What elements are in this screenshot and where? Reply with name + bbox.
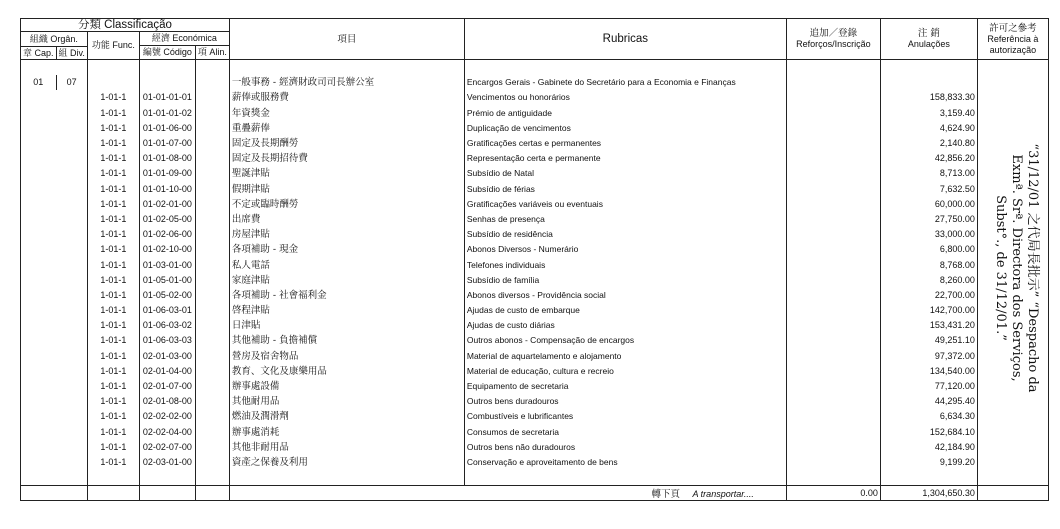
organica-cell [21, 136, 88, 151]
item-name-zh: 教育、文化及康樂用品 [229, 364, 464, 379]
reference-pt: Referência à autorização [987, 33, 1039, 55]
organica-cell [21, 257, 88, 272]
func-code: 1-01-1 [87, 90, 139, 105]
organica-cell [21, 303, 88, 318]
item-name-zh: 薪俸或服務費 [229, 90, 464, 105]
economic-code: 01-01-06-00 [139, 121, 195, 136]
item-name-zh: 其他補助 - 負擔補償 [229, 333, 464, 348]
economic-code: 02-03-01-00 [139, 455, 195, 470]
economic-code: 01-02-06-00 [139, 227, 195, 242]
reference-header [977, 19, 1048, 60]
func-code: 1-01-1 [87, 227, 139, 242]
organica-cell [21, 273, 88, 288]
carry-forward-label [229, 486, 786, 501]
budget-row [21, 121, 1049, 136]
section-name-pt: Encargos Gerais - Gabinete do Secretário para a Economia e Finanças [464, 75, 786, 90]
organica-cell [21, 409, 88, 424]
section-name-zh: 一般事務 - 經濟財政司司長辦公室 [229, 75, 464, 90]
budget-row [21, 227, 1049, 242]
classification-header: 分類 Classificação [21, 19, 230, 32]
economic-code: 02-02-04-00 [139, 425, 195, 440]
reforcos-cell [786, 121, 880, 136]
func-code: 1-01-1 [87, 106, 139, 121]
item-name-zh: 辦事處設備 [229, 379, 464, 394]
organica-cell [21, 379, 88, 394]
economic-code: 02-01-04-00 [139, 364, 195, 379]
item-name-zh: 假期津貼 [229, 182, 464, 197]
item-name-zh: 固定及長期酬勞 [229, 136, 464, 151]
budget-row [21, 349, 1049, 364]
alin-cell [195, 182, 229, 197]
func-code: 1-01-1 [87, 333, 139, 348]
item-name-pt: Prémio de antiguidade [464, 106, 786, 121]
alin-cell [195, 121, 229, 136]
reforcos-cell [786, 333, 880, 348]
func-code: 1-01-1 [87, 121, 139, 136]
budget-row [21, 182, 1049, 197]
func-code: 1-01-1 [87, 273, 139, 288]
alin-cell [195, 425, 229, 440]
func-code: 1-01-1 [87, 242, 139, 257]
item-name-pt: Subsídio de família [464, 273, 786, 288]
authorization-reference [986, 143, 1046, 408]
reforcos-cell [786, 106, 880, 121]
anulacoes-zh: 注 銷 [917, 28, 940, 39]
alin-cell [195, 379, 229, 394]
alin-cell [195, 409, 229, 424]
alin-cell [195, 212, 229, 227]
funcional-header: 功能 Func. [87, 32, 139, 60]
func-code: 1-01-1 [87, 364, 139, 379]
budget-row [21, 394, 1049, 409]
economic-code: 02-01-07-00 [139, 379, 195, 394]
reforcos-cell [786, 166, 880, 181]
func-code: 1-01-1 [87, 409, 139, 424]
alin-cell [195, 303, 229, 318]
economic-code: 01-01-01-02 [139, 106, 195, 121]
budget-row [21, 136, 1049, 151]
anulacoes-amount: 6,634.30 [880, 409, 977, 424]
organica-cell [21, 318, 88, 333]
item-name-pt: Senhas de presença [464, 212, 786, 227]
reforcos-cell [786, 197, 880, 212]
item-name-pt: Telefones individuais [464, 257, 786, 272]
func-code: 1-01-1 [87, 318, 139, 333]
budget-row [21, 425, 1049, 440]
reforcos-cell [786, 364, 880, 379]
items-zh-header: 項目 [229, 19, 464, 60]
reforcos-cell [786, 455, 880, 470]
func-code: 1-01-1 [87, 349, 139, 364]
budget-row [21, 440, 1049, 455]
anulacoes-pt: Anulações [907, 39, 950, 49]
anulacoes-amount: 27,750.00 [880, 212, 977, 227]
organica-cell [21, 197, 88, 212]
budget-row [21, 257, 1049, 272]
reference-zh: 許可之參考 [989, 22, 1037, 34]
item-name-pt: Conservação e aproveitamento de bens [464, 455, 786, 470]
reforcos-total: 0.00 [786, 486, 880, 501]
anulacoes-amount: 60,000.00 [880, 197, 977, 212]
func-code: 1-01-1 [87, 455, 139, 470]
budget-row [21, 90, 1049, 105]
organica-cell [21, 425, 88, 440]
func-code: 1-01-1 [87, 212, 139, 227]
item-name-pt: Gratificações certas e permanentes [464, 136, 786, 151]
alin-cell [195, 364, 229, 379]
item-name-zh: 其他耐用品 [229, 394, 464, 409]
reforcos-cell [786, 182, 880, 197]
item-name-zh: 家庭津貼 [229, 273, 464, 288]
alin-cell [195, 197, 229, 212]
alin-cell [195, 227, 229, 242]
item-name-pt: Outros bens não duradouros [464, 440, 786, 455]
budget-row [21, 273, 1049, 288]
item-name-pt: Subsídio de residência [464, 227, 786, 242]
reforcos-cell [786, 136, 880, 151]
func-code: 1-01-1 [87, 303, 139, 318]
section-div: 07 [56, 75, 87, 90]
anulacoes-amount: 2,140.80 [880, 136, 977, 151]
item-name-pt: Ajudas de custo de embarque [464, 303, 786, 318]
item-name-pt: Abonos Diversos - Numerário [464, 242, 786, 257]
economic-code: 01-02-01-00 [139, 197, 195, 212]
budget-row [21, 212, 1049, 227]
anulacoes-amount: 8,713.00 [880, 166, 977, 181]
budget-row [21, 455, 1049, 470]
item-name-pt: Combustíveis e lubrificantes [464, 409, 786, 424]
alin-cell [195, 136, 229, 151]
economic-code: 01-05-02-00 [139, 288, 195, 303]
func-code: 1-01-1 [87, 394, 139, 409]
func-code: 1-01-1 [87, 257, 139, 272]
alin-header: 項 Alin. [195, 46, 229, 60]
reforcos-cell [786, 227, 880, 242]
alin-cell [195, 394, 229, 409]
anulacoes-amount: 42,184.90 [880, 440, 977, 455]
organica-cell [21, 166, 88, 181]
organica-cell [21, 227, 88, 242]
cap-header: 章 Cap. [21, 47, 57, 60]
reforcos-cell [786, 349, 880, 364]
alin-cell [195, 242, 229, 257]
func-code: 1-01-1 [87, 425, 139, 440]
reforcos-cell [786, 409, 880, 424]
item-name-pt: Ajudas de custo diárias [464, 318, 786, 333]
item-name-zh: 啓程津貼 [229, 303, 464, 318]
economic-code: 01-01-08-00 [139, 151, 195, 166]
alin-cell [195, 288, 229, 303]
item-name-zh: 固定及長期招待費 [229, 151, 464, 166]
alin-cell [195, 90, 229, 105]
organica-cell [21, 333, 88, 348]
reforcos-cell [786, 425, 880, 440]
item-name-zh: 不定或臨時酬勞 [229, 197, 464, 212]
organica-cell [21, 106, 88, 121]
budget-row [21, 379, 1049, 394]
economic-code: 01-01-10-00 [139, 182, 195, 197]
item-name-pt: Representação certa e permanente [464, 151, 786, 166]
func-code: 1-01-1 [87, 136, 139, 151]
item-name-zh: 出席費 [229, 212, 464, 227]
economic-code: 01-06-03-02 [139, 318, 195, 333]
budget-row [21, 364, 1049, 379]
reforcos-cell [786, 379, 880, 394]
organica-cell [21, 212, 88, 227]
anulacoes-amount: 7,632.50 [880, 182, 977, 197]
anulacoes-amount: 44,295.40 [880, 394, 977, 409]
economic-code: 01-02-10-00 [139, 242, 195, 257]
item-name-pt: Outros abonos - Compensação de encargos [464, 333, 786, 348]
anulacoes-amount: 22,700.00 [880, 288, 977, 303]
item-name-pt: Vencimentos ou honorários [464, 90, 786, 105]
item-name-pt: Material de aquartelamento e alojamento [464, 349, 786, 364]
organica-header: 組織 Orgân. [21, 32, 88, 47]
alin-cell [195, 273, 229, 288]
item-name-pt: Equipamento de secretaria [464, 379, 786, 394]
alin-cell [195, 440, 229, 455]
item-name-pt: Subsídio de Natal [464, 166, 786, 181]
anulacoes-amount: 33,000.00 [880, 227, 977, 242]
func-code: 1-01-1 [87, 166, 139, 181]
budget-table [20, 18, 1049, 501]
economic-code: 01-06-03-03 [139, 333, 195, 348]
anulacoes-amount: 8,260.00 [880, 273, 977, 288]
budget-table-page [20, 18, 1049, 501]
item-name-zh: 營房及宿舍物品 [229, 349, 464, 364]
anulacoes-amount: 152,684.10 [880, 425, 977, 440]
item-name-zh: 各項補助 - 社會福利金 [229, 288, 464, 303]
codigo-header: 編號 Código [139, 46, 195, 60]
economic-code: 01-01-01-01 [139, 90, 195, 105]
anulacoes-total: 1,304,650.30 [880, 486, 977, 501]
anulacoes-amount: 42,856.20 [880, 151, 977, 166]
reforcos-cell [786, 288, 880, 303]
func-code: 1-01-1 [87, 151, 139, 166]
organica-cell [21, 90, 88, 105]
anulacoes-amount: 8,768.00 [880, 257, 977, 272]
item-name-pt: Subsídio de férias [464, 182, 786, 197]
organica-cell [21, 242, 88, 257]
anulacoes-amount: 142,700.00 [880, 303, 977, 318]
anulacoes-amount: 153,431.20 [880, 318, 977, 333]
authorization-reference-text: “31/12/01 之代局長批示” “Despacho da Exmª. Srª. Directora dos Serviços, Subst°., de 31/12/01.” [993, 143, 1040, 393]
budget-row [21, 318, 1049, 333]
budget-row [21, 151, 1049, 166]
alin-cell [195, 257, 229, 272]
section-row [21, 75, 1049, 90]
anulacoes-amount: 6,800.00 [880, 242, 977, 257]
func-code: 1-01-1 [87, 288, 139, 303]
alin-cell [195, 349, 229, 364]
reforcos-cell [786, 151, 880, 166]
economic-code: 02-01-08-00 [139, 394, 195, 409]
item-name-pt: Gratificações variáveis ou eventuais [464, 197, 786, 212]
reforcos-zh: 追加／登錄 [809, 28, 858, 39]
economic-code: 01-01-07-00 [139, 136, 195, 151]
budget-row [21, 166, 1049, 181]
reforcos-header [786, 19, 880, 60]
rubricas-header: Rubricas [464, 19, 786, 60]
alin-cell [195, 455, 229, 470]
item-name-zh: 房屋津貼 [229, 227, 464, 242]
economic-code: 02-02-02-00 [139, 409, 195, 424]
organica-cell [21, 121, 88, 136]
item-name-pt: Outros bens duradouros [464, 394, 786, 409]
reforcos-cell [786, 212, 880, 227]
alin-cell [195, 151, 229, 166]
alin-cell [195, 106, 229, 121]
anulacoes-amount: 9,199.20 [880, 455, 977, 470]
organica-cell [21, 440, 88, 455]
economic-code: 02-02-07-00 [139, 440, 195, 455]
anulacoes-amount: 134,540.00 [880, 364, 977, 379]
organica-cell [21, 364, 88, 379]
carry-forward-zh: 轉下頁 [651, 489, 680, 501]
organica-cell [21, 349, 88, 364]
budget-row [21, 242, 1049, 257]
reforcos-cell [786, 440, 880, 455]
organica-cell [21, 182, 88, 197]
alin-cell [195, 166, 229, 181]
reforcos-cell [786, 318, 880, 333]
anulacoes-amount: 158,833.30 [880, 90, 977, 105]
div-header: 組 Div. [56, 47, 87, 60]
reforcos-cell [786, 242, 880, 257]
func-code: 1-01-1 [87, 197, 139, 212]
economic-code: 01-06-03-01 [139, 303, 195, 318]
budget-row [21, 333, 1049, 348]
reforcos-cell [786, 257, 880, 272]
economic-code: 01-02-05-00 [139, 212, 195, 227]
item-name-zh: 燃油及潤滑劑 [229, 409, 464, 424]
item-name-pt: Consumos de secretaria [464, 425, 786, 440]
anulacoes-header [880, 19, 977, 60]
func-code: 1-01-1 [87, 379, 139, 394]
reforcos-cell [786, 303, 880, 318]
reforcos-pt: Reforços/Inscrição [796, 39, 871, 49]
anulacoes-amount: 3,159.40 [880, 106, 977, 121]
reforcos-cell [786, 273, 880, 288]
item-name-zh: 年資獎金 [229, 106, 464, 121]
item-name-zh: 各項補助 - 現金 [229, 242, 464, 257]
item-name-zh: 重疊薪俸 [229, 121, 464, 136]
item-name-pt: Abonos diversos - Providência social [464, 288, 786, 303]
organica-cell [21, 455, 88, 470]
item-name-pt: Material de educação, cultura e recreio [464, 364, 786, 379]
carry-forward-pt: A transportar.... [692, 489, 754, 500]
budget-row [21, 303, 1049, 318]
alin-cell [195, 333, 229, 348]
reforcos-cell [786, 394, 880, 409]
budget-row [21, 409, 1049, 424]
item-name-zh: 其他非耐用品 [229, 440, 464, 455]
reforcos-cell [786, 90, 880, 105]
organica-cell [21, 151, 88, 166]
economic-code: 01-01-09-00 [139, 166, 195, 181]
alin-cell [195, 318, 229, 333]
economic-code: 01-05-01-00 [139, 273, 195, 288]
economica-header: 經濟 Económica [139, 32, 229, 46]
anulacoes-amount: 49,251.10 [880, 333, 977, 348]
item-name-zh: 聖誕津貼 [229, 166, 464, 181]
budget-row [21, 197, 1049, 212]
item-name-zh: 私人電話 [229, 257, 464, 272]
item-name-zh: 日津貼 [229, 318, 464, 333]
func-code: 1-01-1 [87, 440, 139, 455]
economic-code: 01-03-01-00 [139, 257, 195, 272]
item-name-zh: 資產之保養及利用 [229, 455, 464, 470]
organica-cell [21, 394, 88, 409]
anulacoes-amount: 97,372.00 [880, 349, 977, 364]
budget-row [21, 288, 1049, 303]
budget-row [21, 106, 1049, 121]
item-name-zh: 辦事處消耗 [229, 425, 464, 440]
section-cap: 01 [21, 75, 57, 90]
func-code: 1-01-1 [87, 182, 139, 197]
anulacoes-amount: 4,624.90 [880, 121, 977, 136]
organica-cell [21, 288, 88, 303]
anulacoes-amount: 77,120.00 [880, 379, 977, 394]
item-name-pt: Duplicação de vencimentos [464, 121, 786, 136]
economic-code: 02-01-03-00 [139, 349, 195, 364]
